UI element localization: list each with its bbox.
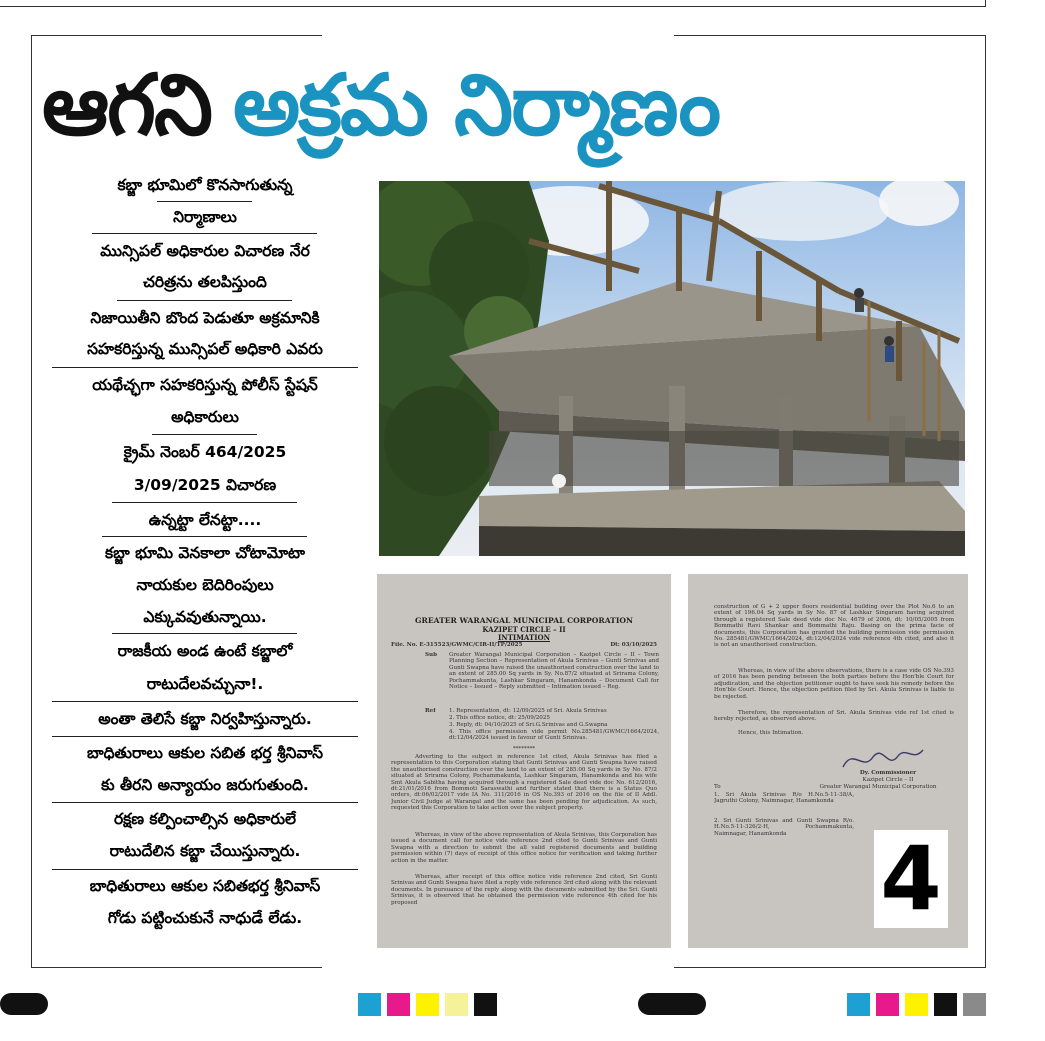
- intimation-document-page-1: [377, 574, 671, 948]
- color-swatch-magenta: [387, 993, 410, 1016]
- doc-paragraph: Adverting to the subject in reference 1st cited, Akula Srinivas has filed a representation to this Corporation stating that Gunti Srinivas and Gunti Swapna have raised the unauthorised construction over the land to an extent of 285.00 Sq yards in Sy No. 87/2 situated at Srirama Colony, Pochammakunta, Lashkar Singaram, Hanamkonda and his wife Smt Akula Sabitha having acquired through a registered Sale deed vide doc No. 612/2016, dt:21/01/2016 from Bommoti Saraswathi and further stated that there is a Status Quo orders, dt:06/02/2017 vide IA No. 311/2016 in OS No.393 of 2016 on the file of II Addl. Junior Civil Judge at Warangal and the same has been pending for adjudication. As such, requested this Corporation to take action over the subject property.: [391, 754, 657, 812]
- doc-ref-label: Ref: [425, 708, 436, 714]
- doc-date: Dt: 03/10/2025: [610, 642, 657, 648]
- page-number: 4: [880, 827, 942, 930]
- divider: [112, 502, 297, 503]
- headline-blue-text: అక్రమ నిర్మాణం: [232, 56, 720, 154]
- doc-paragraph: construction of G + 2 upper floors residential building over the Plot No.6 to an extent of 196.04 Sq yards in Sy No. 87 of Lashkar Singaram having acquired through a registered Sale deed vide doc No. 4679 of 2006, dt: 10/05/2005 from Bommathi Ravi Shankar and Bommathi Raju. Basing on the prima facie of documents, this Corporation has granted the building permission vide permission No. 285481/GWMC/1664/2024, dt:12/04/2024 vide reference 4th cited, and also it is not an unauthorised construction.: [714, 604, 954, 649]
- color-swatch-black: [934, 993, 957, 1016]
- highlight-line: అధికారులు: [171, 408, 239, 426]
- doc-recipient: 1. Sri Akula Srinivas R/o H.No.5-11-38/A, Jagruthi Colony, Naimnagar, Hanamkonda: [714, 792, 854, 805]
- color-swatch-black: [474, 993, 497, 1016]
- highlight-line: చరిత్రను తలపిస్తుంది: [143, 273, 267, 291]
- highlight-line: నిజాయితీని బొంద పెడుతూ అక్రమానికి: [90, 309, 320, 327]
- doc-file-number: File. No. E-315523/GWMC/CIR-II/TP/2025: [391, 642, 523, 648]
- doc-paragraph: Therefore, the representation of Sri. Akula Srinivas vide ref 1st cited is hereby rejected, as observed above.: [714, 710, 954, 723]
- highlight-line: సహకరిస్తున్న మున్సిపల్ అధికారి ఎవరు: [87, 340, 323, 358]
- divider: [117, 300, 292, 301]
- divider: [152, 434, 257, 435]
- headline-black-text: ఆగని: [42, 56, 211, 154]
- highlight-line: రక్షణ కల్పించాల్సిన అధికారులే: [113, 810, 297, 828]
- divider: [92, 233, 317, 234]
- doc-signature-office: Kazipet Circle – II: [862, 777, 914, 783]
- highlight-line: కు తీరని అన్యాయం జరుగుతుంది.: [101, 776, 309, 794]
- highlight-line: క్రైమ్ నెంబర్ 464/2025: [123, 443, 287, 461]
- doc-separator: ********: [512, 746, 536, 752]
- color-swatch-cyan: [847, 993, 870, 1016]
- divider: [112, 633, 297, 634]
- doc-paragraph: Whereas, in view of the above observations, there is a case vide OS No.393 of 2016 has been pending between the both parties before the Hon'ble Court for adjudication, and the objection petitioner ought to have seek his remedy before the Hon'ble Court. Hence, the objection petition filed by Sri. Akula Srinivas is liable to be rejected.: [714, 668, 954, 700]
- highlight-line: ఎక్కువవుతున్నాయి.: [143, 608, 267, 626]
- highlights-column: [52, 170, 358, 950]
- highlight-line: బాధితురాలు ఆకుల సబిత భర్త శ్రీనివాస్: [86, 744, 323, 762]
- highlight-line: యథేచ్ఛగా సహకరిస్తున్న పోలీస్ స్టేషన్: [92, 376, 318, 394]
- color-swatch-magenta: [876, 993, 899, 1016]
- headline: [42, 50, 982, 160]
- divider: [52, 736, 358, 737]
- highlight-line: అంతా తెలిసే కబ్జా నిర్వహిస్తున్నారు.: [98, 710, 312, 728]
- doc-ref-item: 4. This office permission vide permit No.285481/GWMC/1664/2024, dt:12/04/2024 issued in favour of Gunti Srinivas.: [449, 729, 659, 742]
- doc-paragraph: Hence, this Intimation.: [738, 730, 804, 736]
- doc-ref-item: 1. Representation, dt: 12/09/2025 of Sri. Akula Srinivas: [449, 708, 607, 714]
- top-border-line: [0, 0, 986, 7]
- doc-ref-item: 3. Reply, dt: 04/10/2025 of Sri.G.Srinivas and G.Swapna: [449, 722, 608, 728]
- divider: [52, 367, 358, 368]
- highlight-line: కబ్జా భూమిలో కొనసాగుతున్న: [117, 176, 293, 194]
- frame-gap-bottom: [322, 963, 674, 973]
- highlight-line: 3/09/2025 విచారణ: [133, 476, 277, 494]
- highlight-line: నాయకుల బెదిరింపులు: [136, 576, 274, 594]
- color-swatch-cyan: [358, 993, 381, 1016]
- highlight-line: రాటుదేలిన కబ్జా చేయిస్తున్నారు.: [109, 842, 301, 860]
- color-swatch-gray: [963, 993, 986, 1016]
- registration-pill-right: [638, 993, 706, 1015]
- construction-photo: [379, 181, 965, 556]
- construction-photo-illustration: [379, 181, 965, 556]
- highlight-line: రాజకీయ అండ ఉంటే కబ్జాలో: [117, 642, 293, 660]
- doc-heading-intimation: INTIMATION: [498, 633, 550, 642]
- highlight-line: బాధితురాలు ఆకుల సబితభర్త శ్రీనివాస్: [89, 877, 321, 895]
- highlight-line: నిర్మాణాలు: [173, 208, 237, 226]
- doc-paragraph: Whereas, in view of the above representation of Akula Srinivas, this Corporation has issued a document call for notice vide reference 2nd cited to Gunti Srinivas and Gunti Swapna with a direction to submit the all valid registered documents and building permission within (7) days of receipt of this office notice for verification and taking further action in the matter.: [391, 832, 657, 864]
- divider: [157, 201, 252, 202]
- doc-heading-corporation: GREATER WARANGAL MUNICIPAL CORPORATION: [415, 616, 633, 625]
- highlight-line: మున్సిపల్ అధికారుల విచారణ నేర: [100, 242, 310, 260]
- highlight-line: రాటుదేలవచ్చునా!.: [146, 675, 264, 693]
- divider: [52, 869, 358, 870]
- color-swatch-yellow: [416, 993, 439, 1016]
- doc-heading-circle: KAZIPET CIRCLE – II: [482, 625, 566, 634]
- doc-signature-title: Dy. Commissioner: [859, 770, 917, 776]
- page-number-box: [874, 827, 948, 930]
- highlight-line: కబ్జా భూమి వెనకాలా చోటామోటా: [104, 544, 306, 562]
- color-swatch-light-yellow: [445, 993, 468, 1016]
- divider: [102, 536, 307, 537]
- doc-paragraph: Whereas, after receipt of this office notice vide reference 2nd cited, Sri Gunti Srinivas and Gunti Swapna have filed a reply vide reference 3rd cited along with the relevant documents. In pursuance of the reply along with the documents submitted by the Sri. Gunti Srinivas, it is observed that he obtained the permission vide reference 4th cited for his proposed: [391, 874, 657, 906]
- divider: [52, 802, 358, 803]
- frame-gap-top: [322, 30, 674, 40]
- highlight-line: ఉన్నట్టా లేనట్టా....: [148, 511, 262, 529]
- doc-sub-label: Sub: [425, 652, 438, 658]
- color-swatch-yellow: [905, 993, 928, 1016]
- doc-to-label: To: [714, 784, 721, 790]
- doc-recipient: 2. Sri Gunti Srinivas and Gunti Swapna R/o. H.No.5-11-326/2-H, Pochammakunta, Naimnagar, Hanamkonda: [714, 818, 854, 837]
- doc-ref-item: 2. This office notice, dt: 25/09/2025: [449, 715, 550, 721]
- highlight-line: గోడు పట్టించుకునే నాధుడే లేడు.: [107, 909, 303, 927]
- doc-subject: Greater Warangal Municipal Corporation – Kazipet Circle – II – Town Planning Section – Representation of Akula Srinivas – Gunti Srinivas and Gunti Swapna have raised the unauthorised construction over the land to an extent of 285.00 Sq yards in Sy. No.87/2 situated at Srirama Colony, Pochammakunta, Lashkar Singaram, Hanamkonda – Document Call for Notice – Issued – Reply submitted – Intimation issued – Reg.: [449, 652, 659, 691]
- registration-pill-left: [0, 993, 48, 1015]
- divider: [52, 701, 358, 702]
- doc-signature-office: Greater Warangal Municipal Corporation: [819, 784, 937, 790]
